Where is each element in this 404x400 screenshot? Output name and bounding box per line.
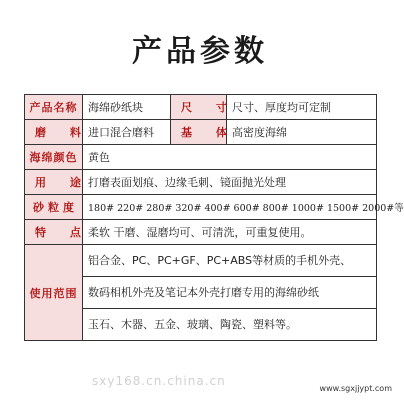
table-row xyxy=(25,145,377,170)
range-line-3: 玉石、木器、五金、玻璃、陶瓷、塑料等。 xyxy=(83,308,376,340)
table-row xyxy=(25,170,377,195)
abrasive-value: 进口混合磨料 xyxy=(83,120,171,145)
table-row xyxy=(25,220,377,245)
base-label: 基 体 xyxy=(171,120,227,145)
use-label: 用 途 xyxy=(25,170,83,195)
feature-label: 特 点 xyxy=(25,220,83,245)
table-row xyxy=(25,245,377,341)
name-value: 海绵砂纸块 xyxy=(83,95,171,120)
table-row xyxy=(25,195,377,220)
grit-value: 180# 220# 280# 320# 400# 600# 800# 1000# 1500# 2000#等 xyxy=(83,195,377,220)
color-label: 海绵颜色 xyxy=(25,145,83,170)
color-value: 黄色 xyxy=(83,145,377,170)
table-row xyxy=(25,95,377,120)
range-label: 使用范围 xyxy=(25,245,83,341)
corner-watermark: www.sgxjjypt.com xyxy=(319,384,392,393)
size-label: 尺 寸 xyxy=(171,95,227,120)
size-value: 尺寸、厚度均可定制 xyxy=(227,95,377,120)
grit-label: 砂粒度 xyxy=(25,195,83,220)
page-title: 产品参数 xyxy=(132,34,268,69)
table-row xyxy=(25,120,377,145)
range-line-2: 数码相机外壳及笔记本外壳打磨专用的海绵砂纸 xyxy=(83,276,376,308)
feature-value: 柔软 干磨、湿磨均可、可清洗，可重复使用。 xyxy=(83,220,377,245)
spec-table xyxy=(24,94,404,341)
name-label: 产品名称 xyxy=(25,95,83,120)
range-line-1: 铝合金、PC、PC+GF、PC+ABS等材质的手机外壳、 xyxy=(88,254,352,267)
abrasive-label: 磨 料 xyxy=(25,120,83,145)
range-value xyxy=(83,245,377,341)
base-value: 高密度海绵 xyxy=(227,120,377,145)
use-value: 打磨表面划痕、边缘毛刺、镜面抛光处理 xyxy=(83,170,377,195)
watermark: sxy168.cn.china.cn xyxy=(92,374,226,388)
